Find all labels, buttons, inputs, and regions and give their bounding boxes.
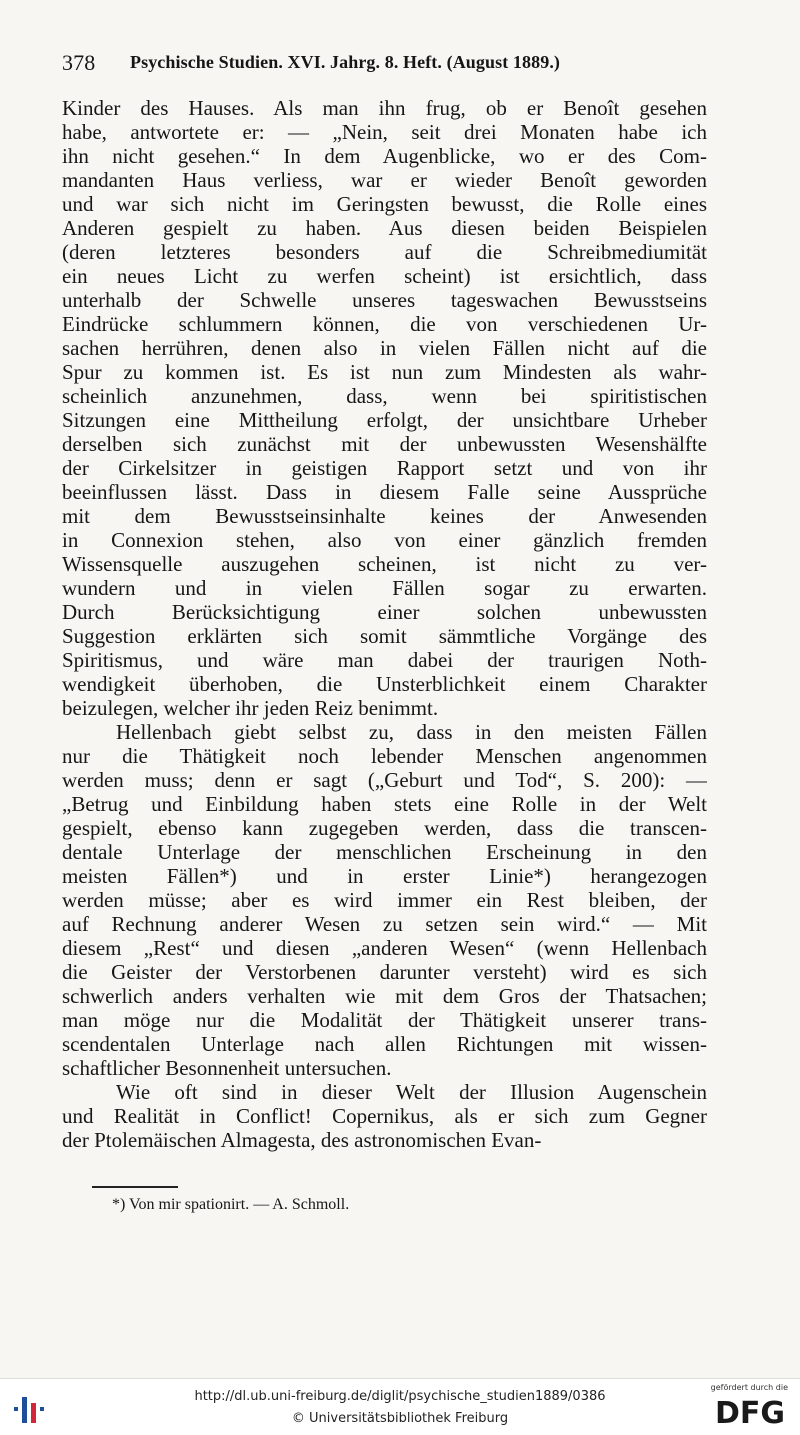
source-url[interactable]: http://dl.ub.uni-freiburg.de/diglit/psychische_studien1889/0386 bbox=[194, 1389, 606, 1404]
text-line: scendentalen Unterlage nach allen Richtungen mit wissen- bbox=[62, 1032, 707, 1056]
text-line: in Connexion stehen, also von einer gänzlich fremden bbox=[62, 528, 707, 552]
footnote-rule bbox=[92, 1186, 178, 1188]
text-line: Durch Berücksichtigung einer solchen unbewussten bbox=[62, 600, 707, 624]
text-line: und Realität in Conflict! Copernikus, als er sich zum Gegner bbox=[62, 1104, 707, 1128]
text-line: (deren letzteres besonders auf die Schreibmediumität bbox=[62, 240, 707, 264]
running-head bbox=[62, 50, 712, 80]
dfg-logo bbox=[710, 1393, 790, 1429]
text-line: der Cirkelsitzer in geistigen Rapport setzt und von ihr bbox=[62, 456, 707, 480]
text-line: beizulegen, welcher ihr jeden Reiz benimmt. bbox=[62, 696, 439, 720]
copyright-notice: © Universitätsbibliothek Freiburg bbox=[291, 1411, 509, 1426]
text-line: auf Rechnung anderer Wesen zu setzen sein wird.“ — Mit bbox=[62, 912, 707, 936]
text-line: Spiritismus, und wäre man dabei der traurigen Noth- bbox=[62, 648, 707, 672]
text-line: ein neues Licht zu werfen scheint) ist ersichtlich, dass bbox=[62, 264, 707, 288]
text-line: mit dem Bewusstseinsinhalte keines der Anwesenden bbox=[62, 504, 707, 528]
text-line: der Ptolemäischen Almagesta, des astronomischen Evan- bbox=[62, 1128, 542, 1152]
text-line: wendigkeit überhoben, die Unsterblichkeit einem Charakter bbox=[62, 672, 707, 696]
text-line: wundern und in vielen Fällen sogar zu erwarten. bbox=[62, 576, 707, 600]
dfg-logo-text: DFG bbox=[714, 1396, 786, 1429]
text-line: Sitzungen eine Mittheilung erfolgt, der unsichtbare Urheber bbox=[62, 408, 707, 432]
page-number: 378 bbox=[62, 50, 96, 75]
text-line: die Geister der Verstorbenen darunter versteht) wird es sich bbox=[62, 960, 707, 984]
text-line: schwerlich anders verhalten wie mit dem Gros der Thatsachen; bbox=[62, 984, 707, 1008]
journal-title: Psychische Studien. XVI. Jahrg. 8. Heft. (August 1889.) bbox=[130, 52, 561, 72]
text-line: Spur zu kommen ist. Es ist nun zum Mindesten als wahr- bbox=[62, 360, 707, 384]
text-line: Hellenbach giebt selbst zu, dass in den meisten Fällen bbox=[116, 720, 707, 744]
text-line: nur die Thätigkeit noch lebender Menschen angenommen bbox=[62, 744, 707, 768]
text-line: werden muss; denn er sagt („Geburt und Tod“, S. 200): — bbox=[62, 768, 707, 792]
text-line: scheinlich anzunehmen, dass, wenn bei spiritistischen bbox=[62, 384, 707, 408]
text-line: derselben sich zunächst mit der unbewussten Wesenshälfte bbox=[62, 432, 707, 456]
text-line: Kinder des Hauses. Als man ihn frug, ob er Benoît gesehen bbox=[62, 96, 707, 120]
text-line: mandanten Haus verliess, war er wieder Benoît geworden bbox=[62, 168, 707, 192]
body-text bbox=[62, 96, 707, 1152]
text-line: unterhalb der Schwelle unseres tageswachen Bewusstseins bbox=[62, 288, 707, 312]
text-line: sachen herrühren, denen also in vielen Fällen nicht auf die bbox=[62, 336, 707, 360]
text-line: ihn nicht gesehen.“ In dem Augenblicke, wo er des Com- bbox=[62, 144, 707, 168]
text-line: und war sich nicht im Geringsten bewusst, die Rolle eines bbox=[62, 192, 707, 216]
footnote: *) Von mir spationirt. — A. Schmoll. bbox=[112, 1196, 350, 1213]
dfg-funding-label: gefördert durch die bbox=[710, 1383, 788, 1392]
text-line: Wie oft sind in dieser Welt der Illusion Augenschein bbox=[116, 1080, 707, 1104]
text-line: schaftlicher Besonnenheit untersuchen. bbox=[62, 1056, 392, 1080]
text-line: Suggestion erklärten sich somit sämmtliche Vorgänge des bbox=[62, 624, 707, 648]
text-line: beeinflussen lässt. Dass in diesem Falle seine Aussprüche bbox=[62, 480, 707, 504]
text-line: werden müsse; aber es wird immer ein Rest bleiben, der bbox=[62, 888, 707, 912]
text-line: „Betrug und Einbildung haben stets eine Rolle in der Welt bbox=[62, 792, 707, 816]
text-line: Anderen gespielt zu haben. Aus diesen beiden Beispielen bbox=[62, 216, 707, 240]
text-line: habe, antwortete er: — „Nein, seit drei Monaten habe ich bbox=[62, 120, 707, 144]
text-line: meisten Fällen*) und in erster Linie*) herangezogen bbox=[62, 864, 707, 888]
text-line: Eindrücke schlummern können, die von verschiedenen Ur- bbox=[62, 312, 707, 336]
text-line: dentale Unterlage der menschlichen Erscheinung in den bbox=[62, 840, 707, 864]
text-line: diesem „Rest“ und diesen „anderen Wesen“ (wenn Hellenbach bbox=[62, 936, 707, 960]
footer-bar bbox=[0, 1378, 800, 1435]
text-line: Wissensquelle auszugehen scheinen, ist nicht zu ver- bbox=[62, 552, 707, 576]
text-line: man möge nur die Modalität der Thätigkeit unserer trans- bbox=[62, 1008, 707, 1032]
text-line: gespielt, ebenso kann zugegeben werden, dass die transcen- bbox=[62, 816, 707, 840]
